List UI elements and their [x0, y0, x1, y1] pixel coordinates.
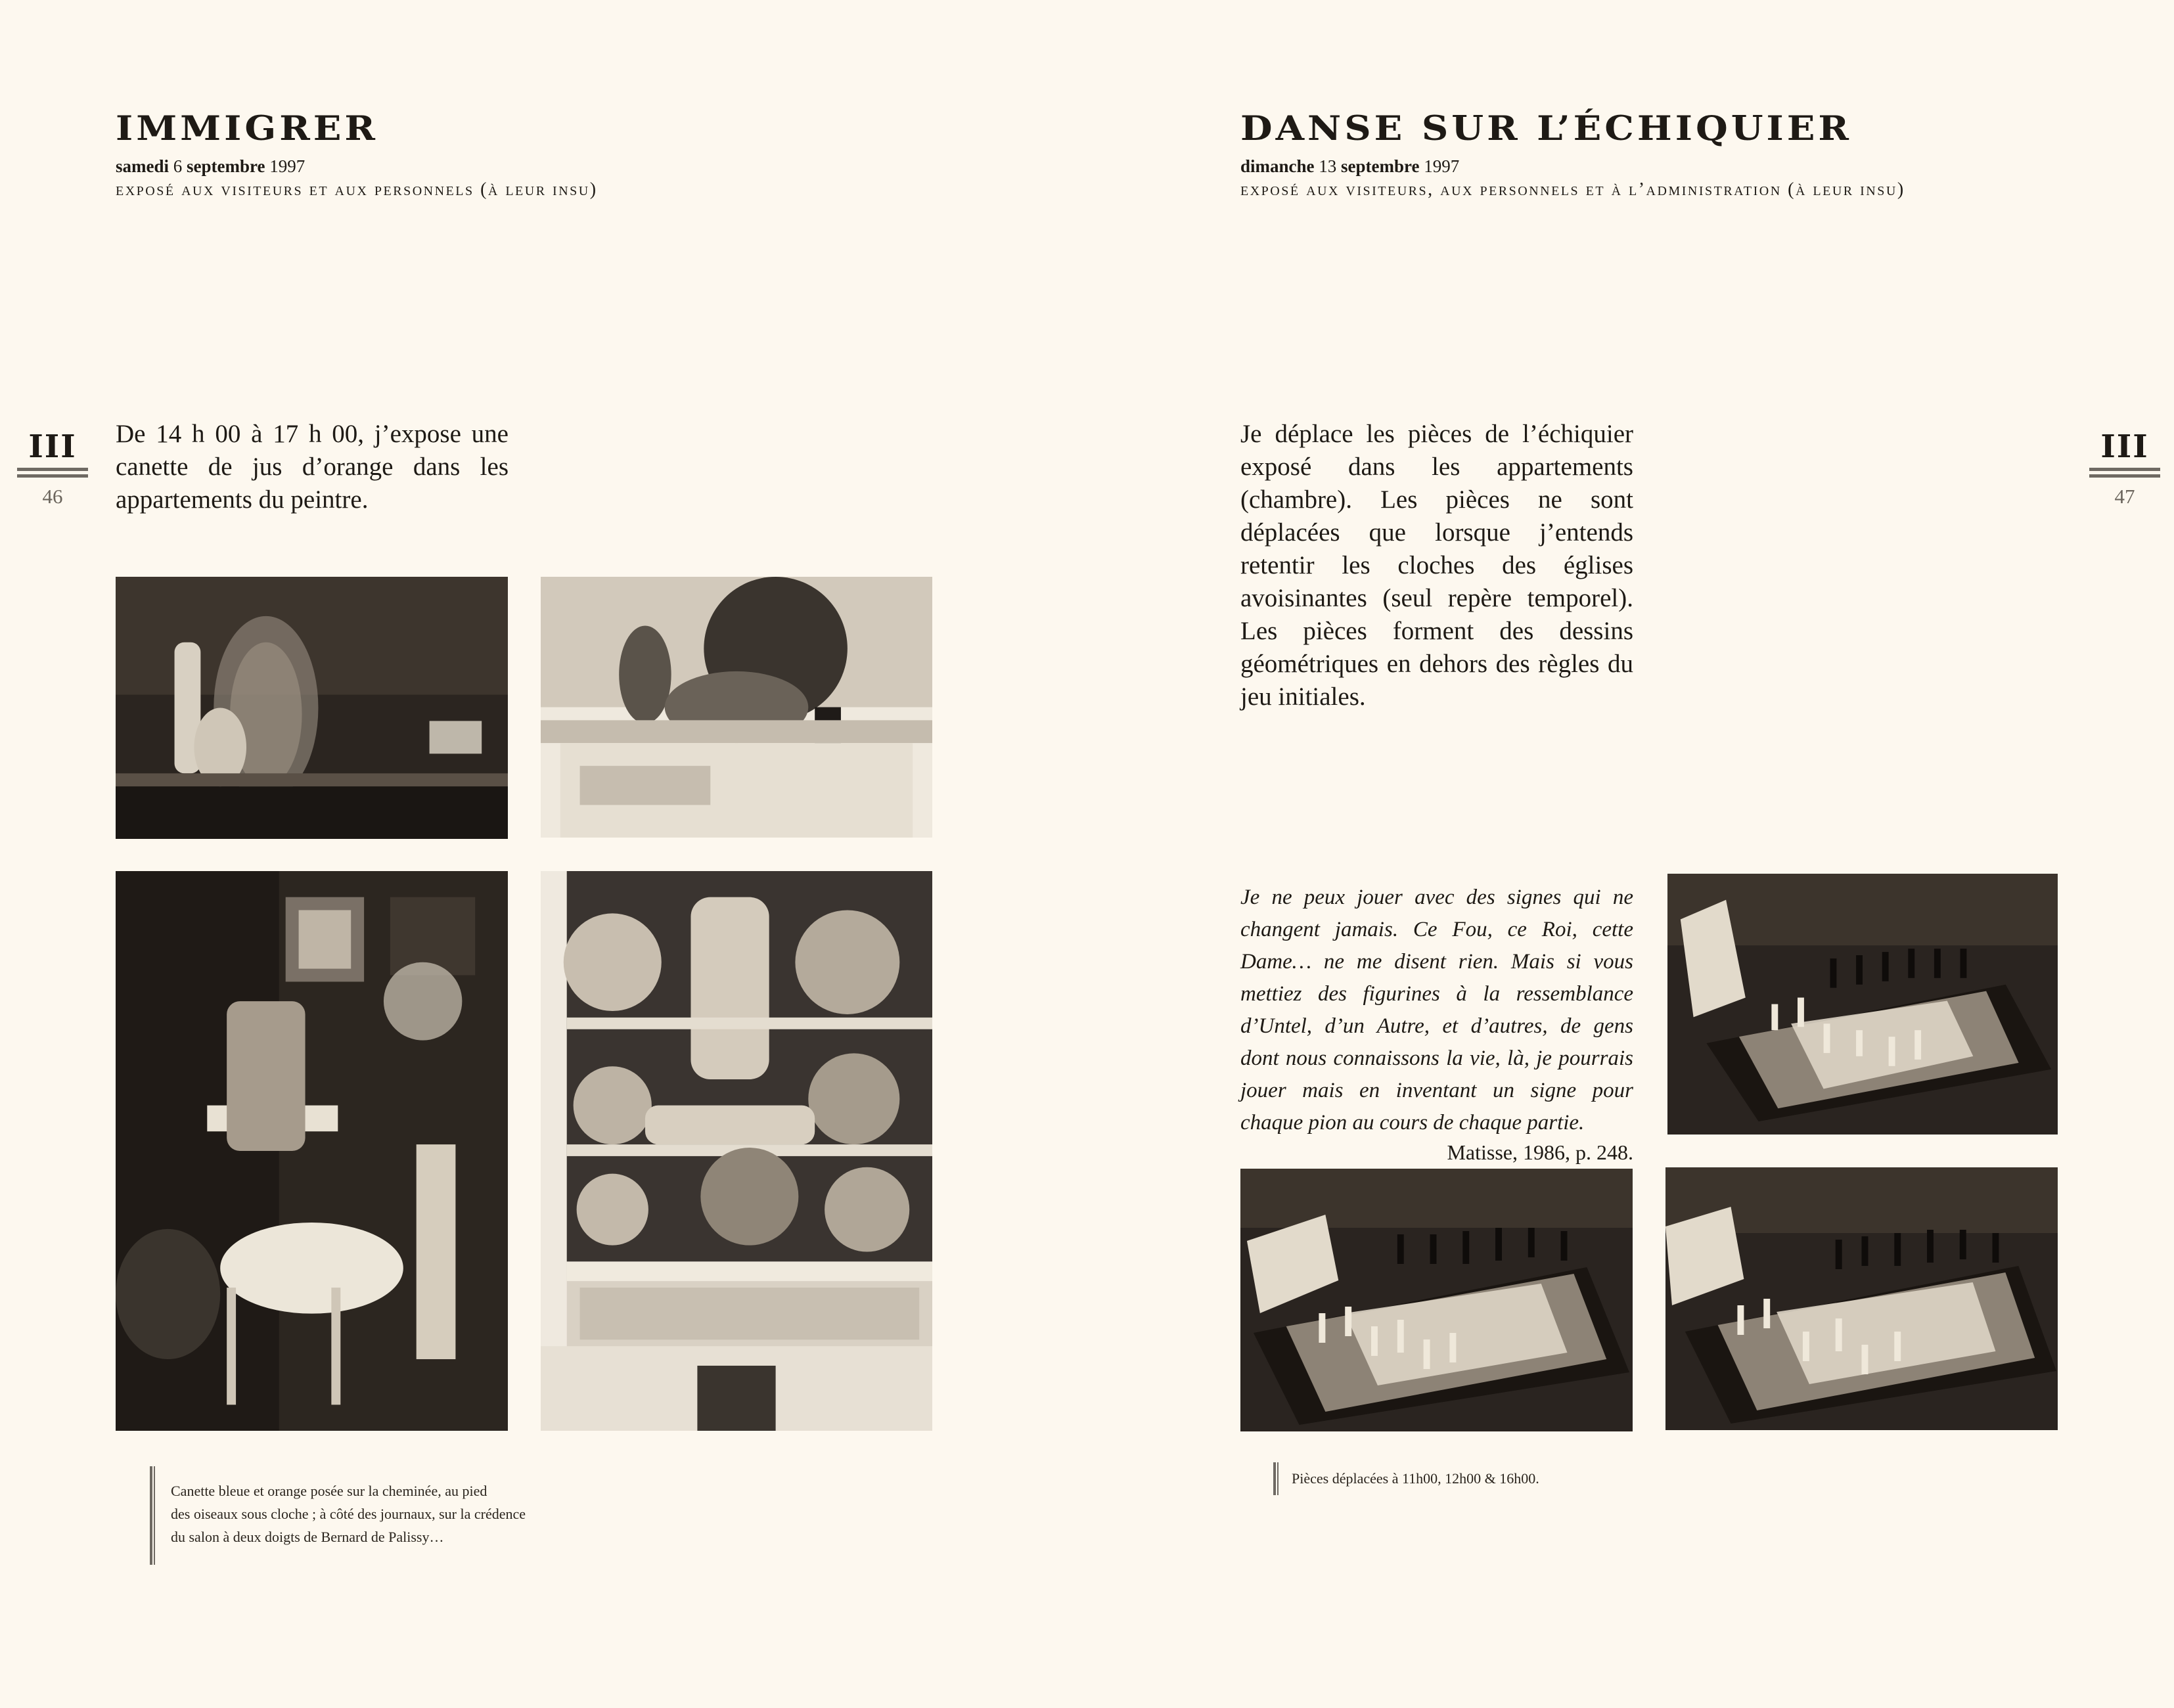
photo-chessboard-2 [1240, 1169, 1633, 1431]
right-page-subtitle: exposé aux visiteurs, aux personnels et à l’administration (à leur insu) [1240, 179, 1905, 200]
left-caption-bar [150, 1466, 155, 1565]
photo-faience-mantel [541, 577, 932, 838]
right-chapter-number: III [2100, 428, 2149, 465]
right-chapter-marker [2089, 428, 2160, 510]
left-chapter-marker [17, 428, 88, 510]
quote-source: Matisse, 1986, p. 248. [1447, 1140, 1633, 1164]
left-chapter-rule-2 [17, 474, 88, 478]
photo-salon-chair [116, 871, 508, 1431]
left-caption-line-2: des oiseaux sous cloche ; à côté des journaux, sur la crédence [171, 1506, 526, 1522]
left-page-title: IMMIGRER [116, 108, 378, 149]
left-caption-line-3: du salon à deux doigts de Bernard de Palissy… [171, 1529, 444, 1545]
right-chapter-rule-2 [2089, 474, 2160, 478]
photo-mantel-cloche [116, 577, 508, 839]
left-date-year: 1997 [269, 156, 306, 176]
left-chapter-rule-1 [17, 468, 88, 471]
left-date-month: septembre [187, 156, 265, 176]
photo-chessboard-1 [1667, 874, 2058, 1135]
left-page-subtitle: exposé aux visiteurs et aux personnels (à leur insu) [116, 179, 598, 200]
left-page-number: 46 [42, 485, 63, 508]
right-date-month: septembre [1341, 156, 1420, 176]
right-date-year: 1997 [1424, 156, 1460, 176]
left-chapter-number: III [28, 428, 77, 465]
left-caption [150, 1466, 610, 1565]
right-page-number: 47 [2114, 485, 2135, 508]
right-date-day: dimanche [1240, 156, 1315, 176]
photo-chessboard-3 [1665, 1167, 2058, 1430]
left-body-text: De 14 h 00 à 17 h 00, j’expose une canette de jus d’orange dans les appartements du peintre. [116, 420, 509, 514]
right-caption-bar [1273, 1462, 1279, 1495]
photo-faience-shelves [541, 871, 932, 1431]
left-date-day: samedi [116, 156, 169, 176]
matisse-quote: Je ne peux jouer avec des signes qui ne changent jamais. Ce Fou, ce Roi, cette Dame… ne me disent rien. Mais si vous mettiez des figurines à la ressemblance d’Untel, d’un Autre, et d’autres, de gens dont nous connaissons la vie, là, je pourrais jouer mais en inventant un signe pour chaque pion au cours de chaque partie. [1240, 886, 1633, 1135]
left-page-header [116, 108, 598, 200]
left-caption-line-1: Canette bleue et orange posée sur la cheminée, au pied [171, 1483, 487, 1499]
right-page-header [1240, 108, 1905, 200]
right-date-num: 13 [1319, 156, 1337, 176]
right-caption [1273, 1462, 1667, 1495]
left-date-num: 6 [173, 156, 183, 176]
right-page-date [1240, 156, 1905, 177]
right-chapter-rule-1 [2089, 468, 2160, 471]
quote-block [1240, 882, 1633, 1165]
right-caption-text: Pièces déplacées à 11h00, 12h00 & 16h00. [1292, 1470, 1539, 1487]
right-page-title: DANSE SUR L’ÉCHIQUIER [1240, 108, 1852, 149]
right-body-text: Je déplace les pièces de l’échiquier exposé dans les appartements (chambre). Les pièces ne sont déplacées que lorsque j’entends retentir les cloches des églises avoisinantes (seul repère temporel). Les pièces forment des dessins géométriques en dehors des règles du jeu initiales. [1240, 420, 1633, 711]
left-page-date [116, 156, 598, 177]
